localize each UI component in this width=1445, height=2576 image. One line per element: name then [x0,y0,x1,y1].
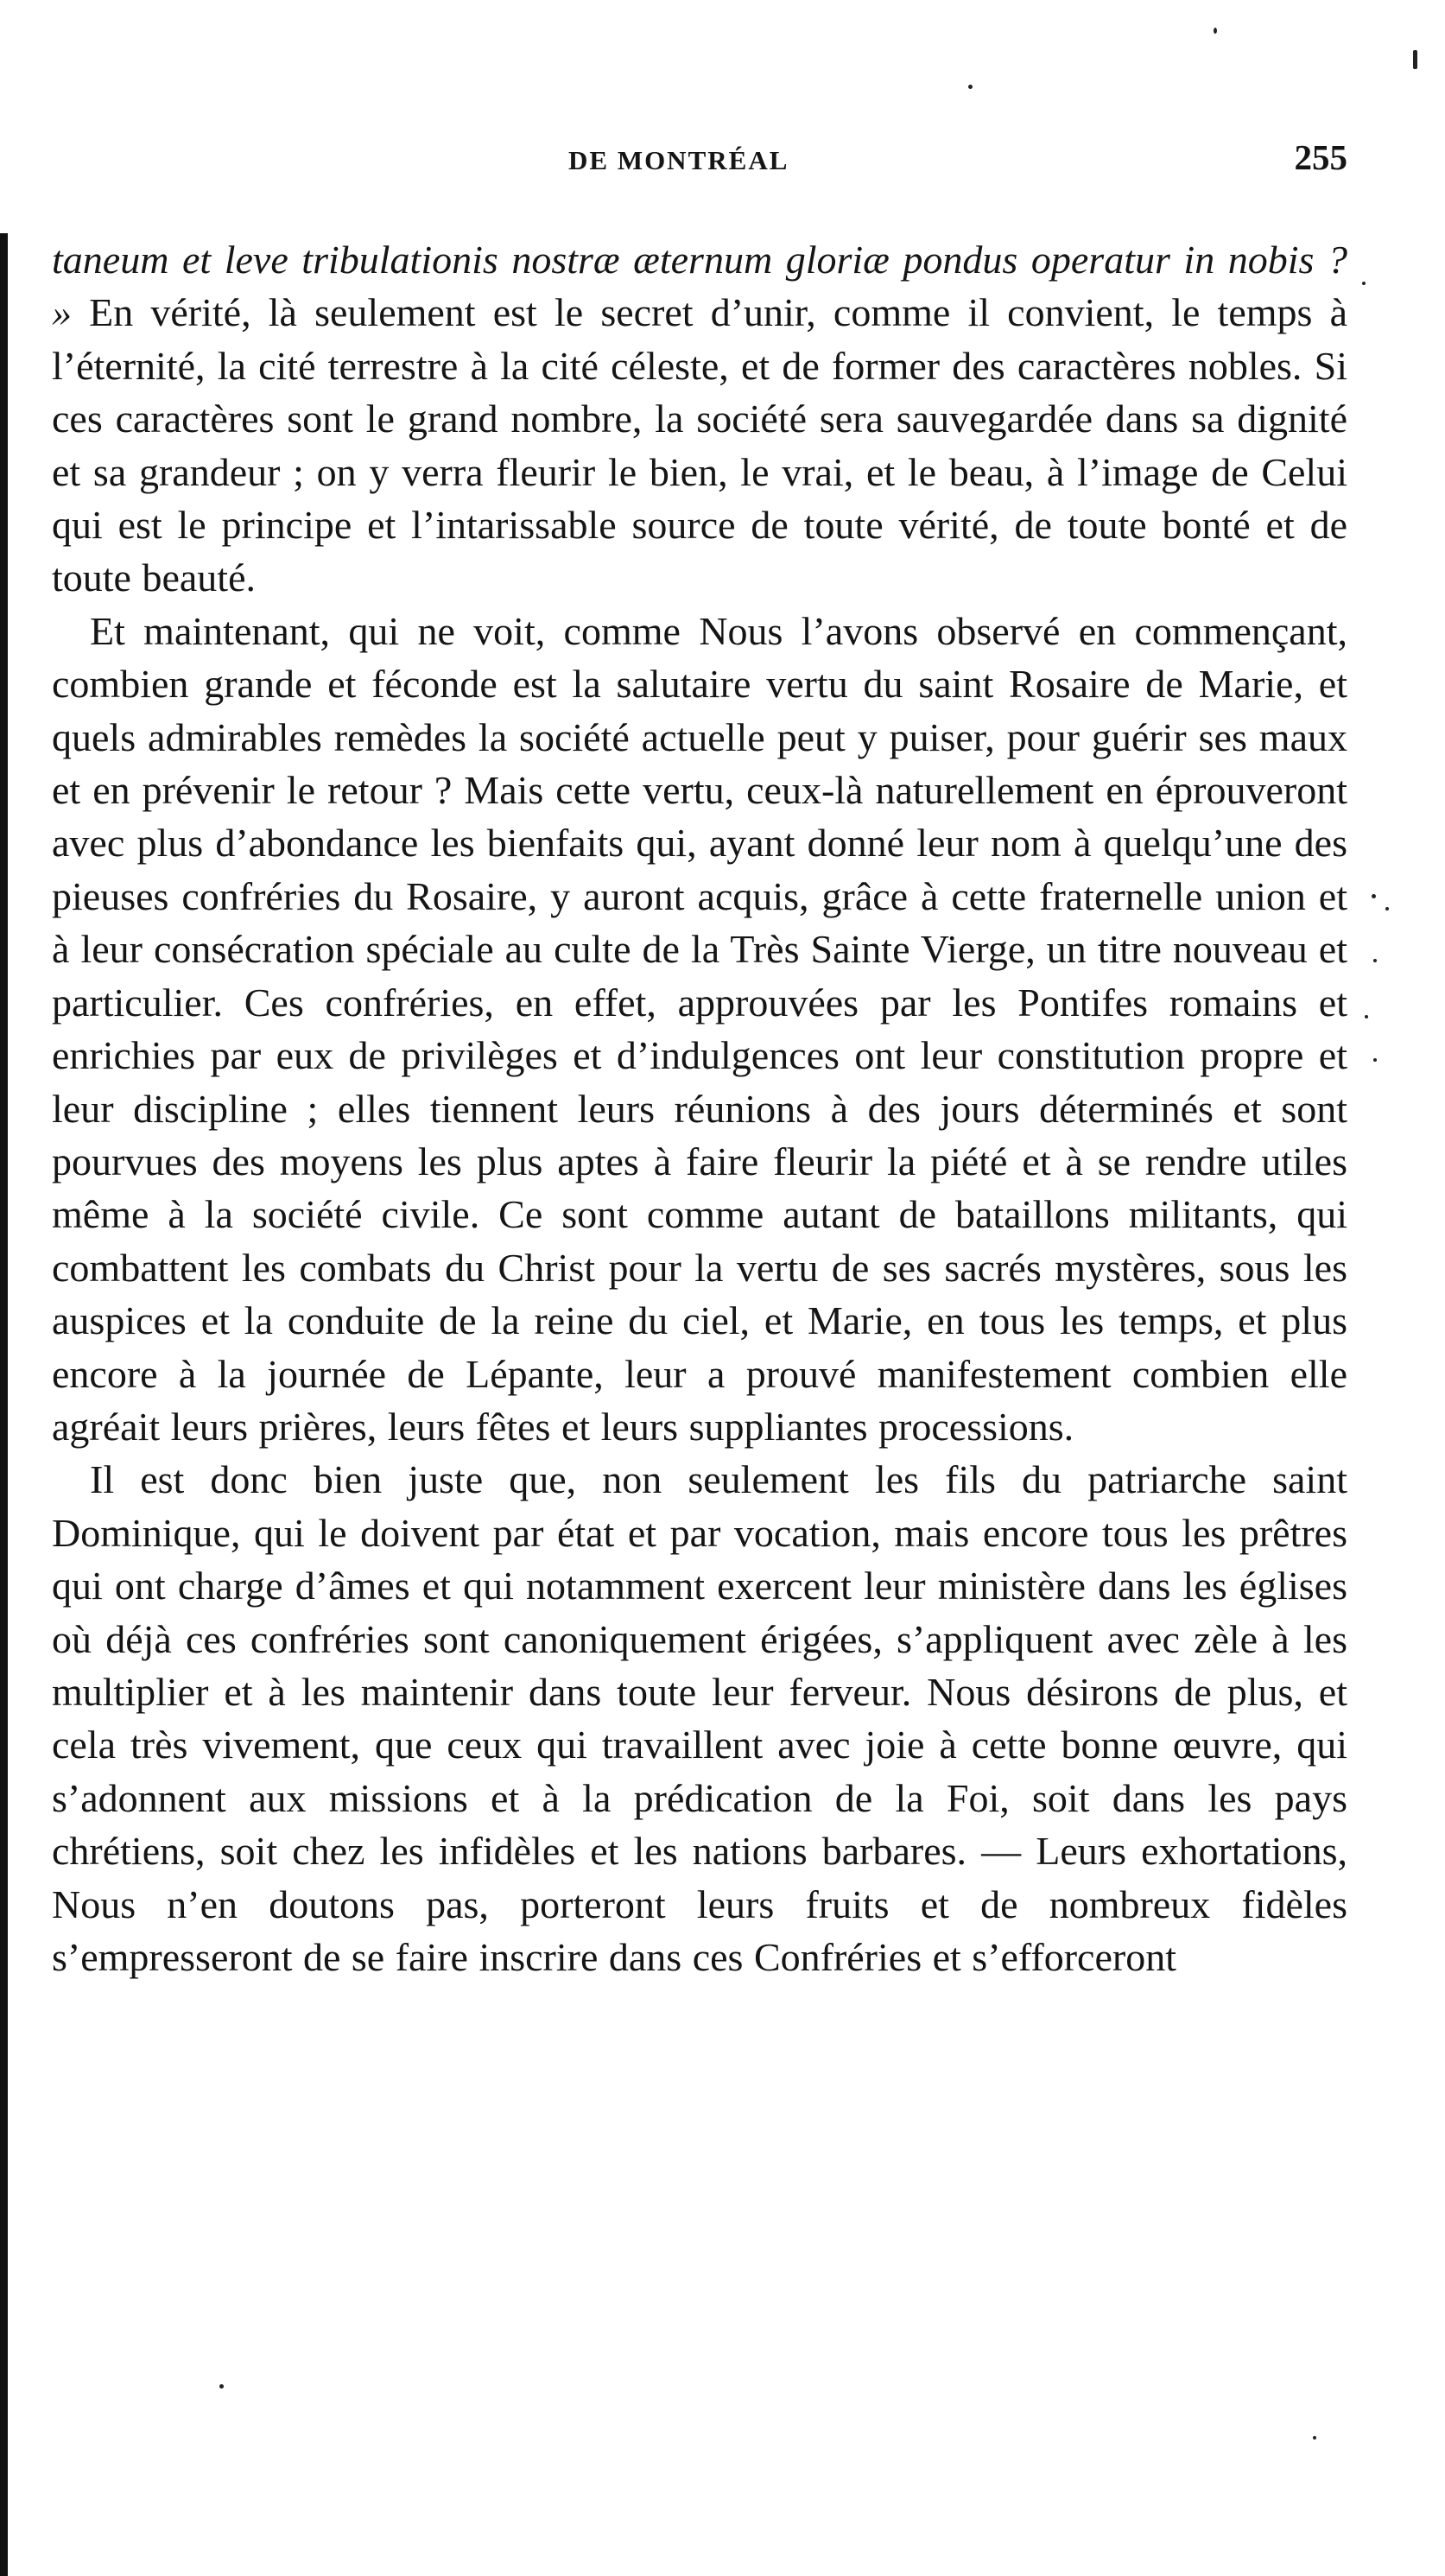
scan-speck [968,85,973,89]
scan-speck [1313,2436,1316,2440]
body-text [52,233,1347,1983]
page-number: 255 [1294,137,1347,177]
scan-speck [1365,1015,1368,1018]
paragraph-1-text: En vérité, là seulement est le secret d’unir, comme il convient, le temps à l’éternité, la cité terrestre à la cité céleste, et de former des caractères nobles. Si ces caractères sont le grand nombre, la société sera sauvegardée dans sa dignité et sa grandeur ; on y verra fleurir le bien, le vrai, et le beau, à l’image de Celui qui est le principe et l’intarissable source de toute vérité, de toute bonté et de toute beauté. [52,290,1347,600]
running-head: DE MONTRÉAL [568,145,789,175]
page-edge-shadow [0,233,8,2576]
paragraph-3: Il est donc bien juste que, non seulement les fils du patriarche saint Dominique, qui le doivent par état et par vocation, mais encore tous les prêtres qui ont charge d’âmes et qui notamment exercent leur ministère dans les églises où déjà ces confréries sont canoniquement érigées, s’appliquent avec zèle à les multiplier et à les maintenir dans toute leur ferveur. Nous désirons de plus, et cela très vivement, que ceux qui travaillent avec joie à cette bonne œuvre, qui s’adonnent aux missions et à la prédication de la Foi, soit dans les pays chrétiens, soit chez les infidèles et les nations barbares. — Leurs exhortations, Nous n’en doutons pas, porteront leurs fruits et de nombreux fidèles s’empresseront de se faire inscrire dans ces Confréries et s’efforceront [52,1457,1347,1979]
paragraph-2: Et maintenant, qui ne voit, comme Nous l’avons observé en commençant, combien grande et féconde est la salutaire vertu du saint Rosaire de Marie, et quels admirables remèdes la société actuelle peut y puiser, pour guérir ses maux et en prévenir le retour ? Mais cette vertu, ceux-là naturellement en éprouveront avec plus d’abondance les bienfaits qui, ayant donné leur nom à quelqu’une des pieuses confréries du Rosaire, y auront acquis, grâce à cette fraternelle union et à leur consécration spéciale au culte de la Très Sainte Vierge, un titre nouveau et particulier. Ces confréries, en effet, approuvées par les Pontifes romains et enrichies par eux de privilèges et d’indulgences ont leur constitution propre et leur discipline ; elles tiennent leurs réunions à des jours déterminés et sont pourvues des moyens les plus aptes à faire fleurir la piété et à se rendre utiles même à la société civile. Ce sont comme autant de bataillons militants, qui combattent les combats du Christ pour la vertu de ses sacrés mystères, sous les auspices et la conduite de la reine du ciel, et Marie, en tous les temps, et plus encore à la journée de Lépante, leur a prouvé manifestement combien elle agréait leurs prières, leurs fêtes et leurs suppliantes processions. [52,608,1347,1449]
scan-speck [219,2384,224,2389]
latin-quotation: taneum et leve tribulationis nostræ æternum gloriæ pondus operatur in nobis ? » [52,238,1347,335]
scan-speck [1373,959,1377,962]
page-header [52,136,1347,188]
scan-speck [1362,282,1366,285]
paragraph-1 [52,233,1347,605]
scan-speck [1413,50,1417,69]
scan-speck [1385,907,1389,910]
scan-speck [1214,28,1217,34]
scan-speck [1372,894,1376,898]
scan-speck [1373,1058,1377,1062]
